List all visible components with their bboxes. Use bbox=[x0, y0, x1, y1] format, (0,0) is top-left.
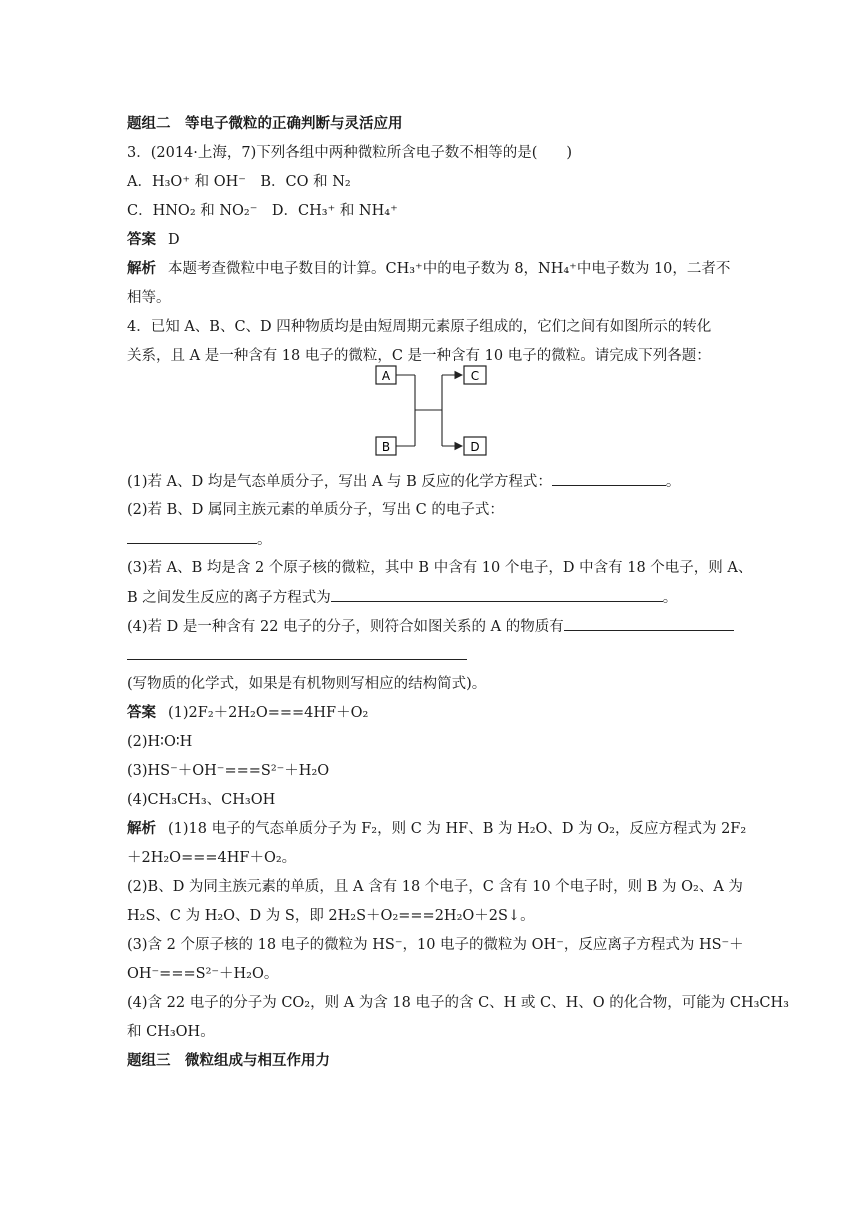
q3-answer-line bbox=[127, 230, 180, 250]
q4-part1-text: (1)若 A、D 均是气态单质分子，写出 A 与 B 反应的化学方程式： bbox=[127, 474, 552, 490]
q4-explanation-2a: (2)B、D 为同主族元素的单质，且 A 含有 18 个电子，C 含有 10 个电子时，则 B 为 O₂、A 为 bbox=[127, 879, 743, 895]
q4-part4-text: (4)若 D 是一种含有 22 电子的分子，则符合如图关系的 A 的物质有 bbox=[127, 619, 564, 635]
q4-answer-4: (4)CH₃CH₃、CH₃OH bbox=[127, 792, 276, 808]
q3-analysis-line-1 bbox=[127, 259, 730, 279]
q3-analysis-text-1: 本题考查微粒中电子数目的计算。CH₃⁺中的电子数为 8，NH₄⁺中电子数为 10，二者不 bbox=[168, 261, 731, 277]
end-mark: 。 bbox=[257, 532, 272, 548]
q4-explanation-3a: (3)含 2 个原子核的 18 电子的微粒为 HS⁻，10 电子的微粒为 OH⁻，反应离子方程式为 HS⁻＋ bbox=[127, 937, 744, 953]
q4-answer-1: (1)2F₂＋2H₂O===4HF＋O₂ bbox=[168, 705, 369, 721]
answer-blank-1[interactable] bbox=[552, 471, 666, 486]
q4-stem-1: 4．已知 A、B、C、D 四种物质均是由短周期元素原子组成的，它们之间有如图所示的转化 bbox=[127, 319, 712, 335]
q4-part2: (2)若 B、D 属同主族元素的单质分子，写出 C 的电子式： bbox=[127, 502, 504, 518]
q4-answer-3: (3)HS⁻＋OH⁻===S²⁻＋H₂O bbox=[127, 763, 330, 779]
answer-blank-3[interactable] bbox=[331, 587, 663, 602]
q4-explanation-1b: ＋2H₂O===4HF＋O₂。 bbox=[127, 850, 297, 866]
q4-explanation-2b: H₂S、C 为 H₂O、D 为 S，即 2H₂S＋O₂===2H₂O＋2S↓。 bbox=[127, 908, 535, 924]
q3-analysis-line-2: 相等。 bbox=[127, 290, 171, 306]
end-mark: 。 bbox=[662, 590, 678, 606]
q4-stem-2: 关系，且 A 是一种含有 18 电子的微粒，C 是一种含有 10 电子的微粒。请完成下列各题： bbox=[127, 348, 711, 364]
q4-answer-line-1 bbox=[127, 703, 368, 723]
answer-blank-2[interactable] bbox=[127, 529, 257, 544]
connector-lines bbox=[396, 375, 462, 446]
q4-explanation-4a: (4)含 22 电子的分子为 CO₂，则 A 为含 18 电子的含 C、H 或 C、H、O 的化合物，可能为 CH₃CH₃ bbox=[127, 995, 789, 1011]
q4-analysis-line-1 bbox=[127, 819, 746, 839]
q4-explanation-1a: (1)18 电子的气态单质分子为 F₂，则 C 为 HF、B 为 H₂O、D 为 O₂，反应方程式为 2F₂ bbox=[168, 821, 747, 837]
answer-blank-4-continued[interactable] bbox=[127, 645, 467, 660]
label-c: C bbox=[470, 369, 480, 383]
answer-label: 答案 bbox=[127, 232, 156, 248]
q3-options-cd: C．HNO₂ 和 NO₂⁻ D．CH₃⁺ 和 NH₄⁺ bbox=[127, 203, 398, 219]
q4-explanation-4b: 和 CH₃OH。 bbox=[127, 1024, 215, 1040]
transformation-diagram bbox=[370, 362, 500, 462]
analysis-label: 解析 bbox=[127, 261, 156, 277]
q3-answer: D bbox=[168, 232, 180, 248]
q4-answer-2: (2)H∶O∶H bbox=[127, 734, 193, 750]
q4-part2-blank-line bbox=[127, 529, 272, 550]
q4-part3-line-2 bbox=[127, 587, 677, 608]
label-d: D bbox=[470, 440, 480, 454]
q4-part4 bbox=[127, 616, 734, 637]
q4-part1 bbox=[127, 471, 680, 492]
group3-heading: 题组三 微粒组成与相互作用力 bbox=[127, 1053, 330, 1069]
q4-part3-line-1: (3)若 A、B 均是含 2 个原子核的微粒，其中 B 中含有 10 个电子，D 中含有 18 个电子，则 A、 bbox=[127, 560, 753, 576]
answer-label: 答案 bbox=[127, 705, 156, 721]
label-a: A bbox=[381, 369, 391, 383]
q4-part4-note: (写物质的化学式，如果是有机物则写相应的结构简式)。 bbox=[127, 676, 487, 692]
group2-heading: 题组二 等电子微粒的正确判断与灵活应用 bbox=[127, 116, 403, 132]
q3-options-ab: A．H₃O⁺ 和 OH⁻ B．CO 和 N₂ bbox=[127, 174, 351, 190]
analysis-label: 解析 bbox=[127, 821, 156, 837]
answer-blank-4[interactable] bbox=[564, 616, 734, 631]
end-mark: 。 bbox=[665, 474, 681, 490]
q4-explanation-3b: OH⁻===S²⁻＋H₂O。 bbox=[127, 966, 279, 982]
q4-part4-blank-line bbox=[127, 645, 467, 666]
q3-stem: 3．(2014·上海，7)下列各组中两种微粒所含电子数不相等的是( ) bbox=[127, 145, 573, 161]
q4-part3-text: B 之间发生反应的离子方程式为 bbox=[127, 590, 331, 606]
label-b: B bbox=[381, 440, 391, 454]
